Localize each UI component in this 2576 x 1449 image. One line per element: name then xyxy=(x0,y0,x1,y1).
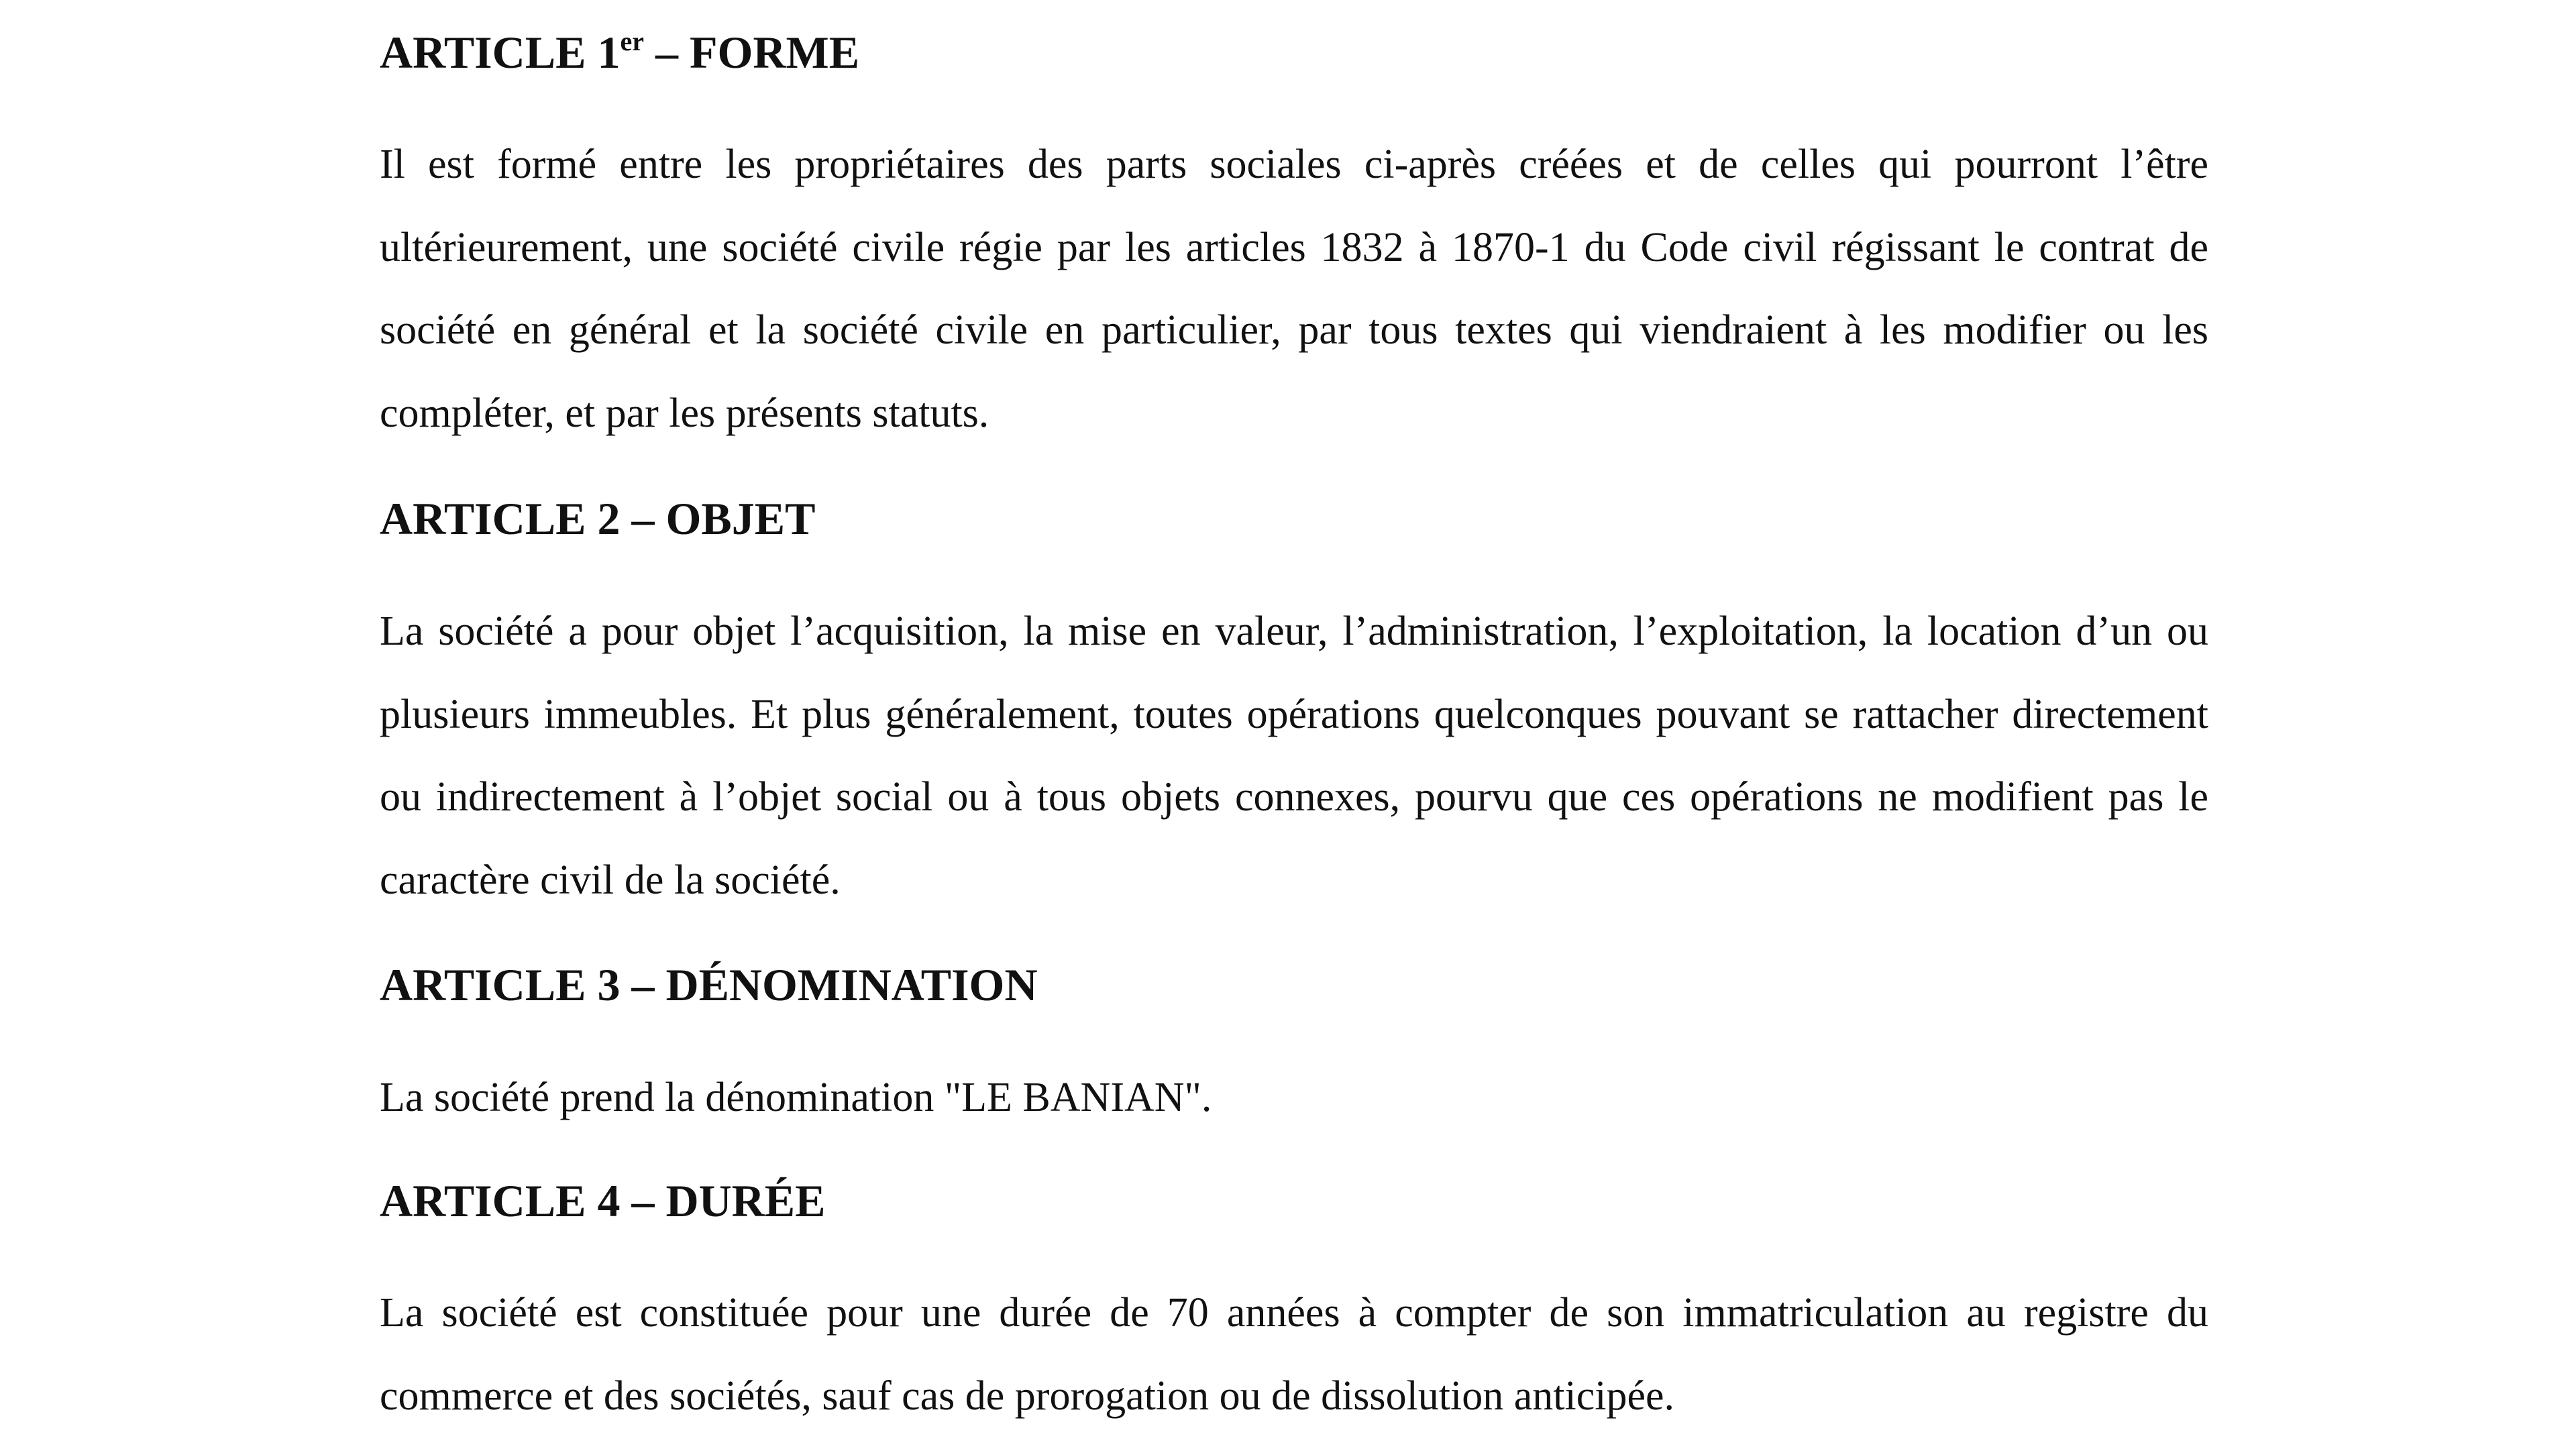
article-2-text: La société a pour objet l’acquisition, la mise en valeur, l’administration, l’exploitation, la location d’un ou plusieurs immeubles. Et plus généralement, toutes opérations quelconques pouvant se rattacher directement ou indirectement à l’objet social ou à tous objets connexes, pourvu que ces opérations ne modifient pas le caractère civil de la société. xyxy=(380,608,2208,903)
article-1-heading-suffix: – FORME xyxy=(643,27,860,78)
article-1-heading xyxy=(380,25,859,79)
article-4-heading: ARTICLE 4 – DURÉE xyxy=(380,1175,826,1226)
article-1-heading-superscript: er xyxy=(620,26,644,56)
article-3-text: La société prend la dénomination "LE BANIAN". xyxy=(380,1075,1212,1120)
article-3-heading: ARTICLE 3 – DÉNOMINATION xyxy=(380,959,1038,1010)
article-1-text: Il est formé entre les propriétaires des parts sociales ci-après créées et de celles qui pourront l’être ultérieurement, une société civile régie par les articles 1832 à 1870-1 du Code civil régissant le contrat de société en général et la société civile en particulier, par tous textes qui viendraient à les modifier ou les compléter, et par les présents statuts. xyxy=(380,142,2208,436)
article-1-heading-prefix: ARTICLE 1 xyxy=(380,27,621,78)
article-2-heading: ARTICLE 2 – OBJET xyxy=(380,493,816,544)
article-4-text: La société est constituée pour une durée de 70 années à compter de son immatriculation au registre du commerce et des sociétés, sauf cas de prorogation ou de dissolution anticipée. xyxy=(380,1290,2208,1419)
